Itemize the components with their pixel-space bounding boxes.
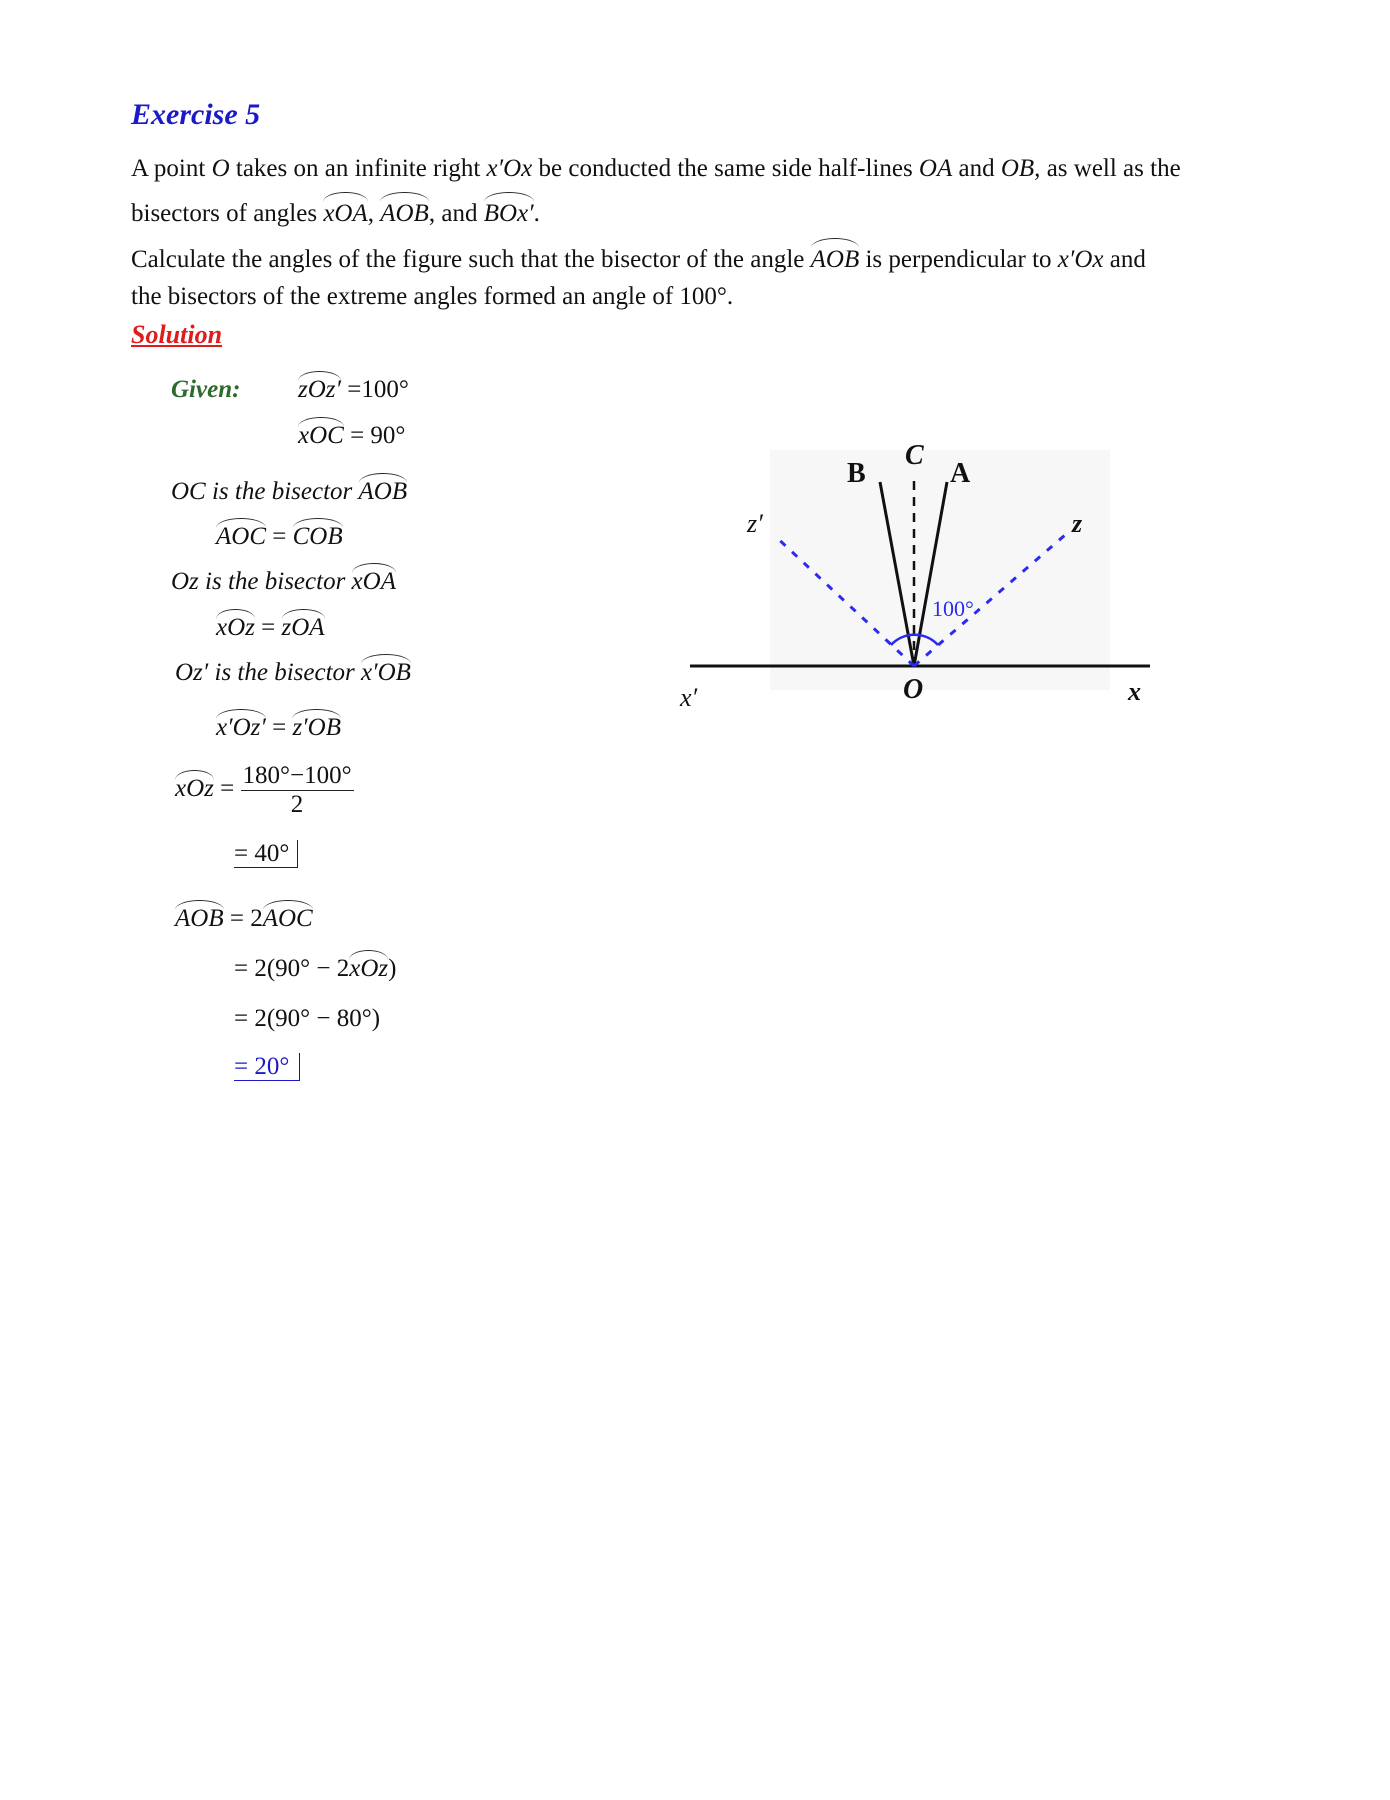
result-40: = 40° bbox=[234, 840, 298, 868]
problem-line-3: Calculate the angles of the figure such that the bisector of the angle AOB is perpendicular to x′Ox and bbox=[131, 243, 1146, 277]
eq-aob-step2: = 2(90° − 2xOz) bbox=[234, 955, 397, 982]
label-a: A bbox=[950, 458, 971, 489]
label-z: z bbox=[1072, 509, 1083, 538]
given-label: Given: bbox=[171, 376, 241, 403]
label-angle-100: 100° bbox=[932, 596, 974, 621]
eq-xoz-fraction: xOz = $\frac{180^\circ-100^\circ}{2}$ bbox=[175, 762, 352, 818]
fraction: $\frac{180^\circ-100^\circ}{2}$ bbox=[242, 762, 352, 818]
eq-aoc-cob: AOC = COB bbox=[216, 523, 343, 550]
problem-line-2: bisectors of angles xOA, AOB, and BOx′. bbox=[131, 197, 540, 231]
label-b: B bbox=[847, 458, 866, 489]
label-zp: z′ bbox=[747, 509, 763, 538]
eq-xoz-zoa: xOz = zOA bbox=[216, 614, 325, 641]
label-xp: x′ bbox=[680, 683, 698, 712]
problem-line-4: the bisectors of the extreme angles formed an angle of 100°. bbox=[131, 283, 734, 310]
result-20: = 20° bbox=[234, 1053, 300, 1081]
given-eq-2: xOC = 90° bbox=[298, 422, 406, 449]
solution-heading: Solution bbox=[131, 320, 223, 349]
problem-line-1: A point O takes on an infinite right x′Ox be conducted the same side half-lines OA and OB, as well as the bbox=[131, 155, 1181, 182]
label-x: x bbox=[1128, 677, 1141, 706]
eq-aob-step3: = 2(90° − 80°) bbox=[234, 1005, 381, 1032]
step-oc-bisector: OC is the bisector AOB bbox=[171, 478, 408, 505]
figure-background bbox=[770, 450, 1110, 690]
step-ozp-bisector: Oz′ is the bisector x′OB bbox=[175, 659, 411, 686]
step-oz-bisector: Oz is the bisector xOA bbox=[171, 568, 396, 595]
eq-aob-2aoc: AOB = 2AOC bbox=[175, 905, 313, 932]
eq-xozp-zpob: x′Oz′ = z′OB bbox=[216, 714, 341, 741]
exercise-title: Exercise 5 bbox=[131, 98, 261, 131]
given-eq-1: zOz′ =100° bbox=[298, 376, 409, 403]
label-c: C bbox=[905, 440, 924, 471]
geometry-figure bbox=[670, 430, 1170, 720]
label-o: O bbox=[903, 674, 924, 705]
